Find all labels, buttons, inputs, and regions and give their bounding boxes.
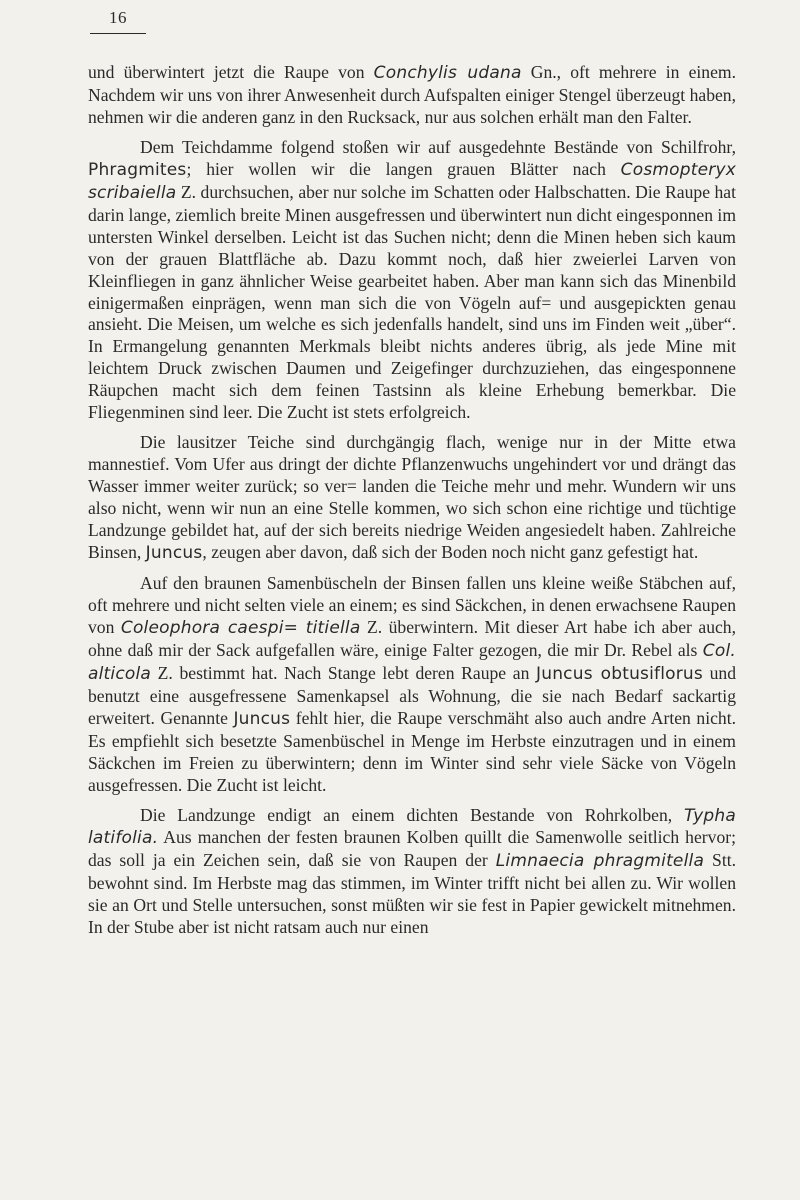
page-number: 16: [109, 8, 127, 27]
paragraph: Die lausitzer Teiche sind durchgängig flach, wenige nur in der Mitte etwa mannestief. Vom Ufer aus dringt der dichte Pflanzenwuchs ungehindert vor und drängt das Wasser immer weiter zurück; so ver= landen die Teiche mehr und mehr. Wundern wir uns also nicht, wenn wir nun an eine Stelle kommen, wo sich schon eine richtige und tüchtige Landzunge gebildet hat, auf der sich bereits niedrige Weiden angesiedelt haben. Zahlreiche Binsen, Juncus, zeugen aber davon, daß sich der Boden noch nicht ganz gefestigt hat.: [88, 432, 736, 564]
genus-name: Juncus obtusiflorus: [536, 663, 703, 684]
scientific-name: Col. alticola: [88, 640, 736, 684]
scientific-name: Coleophora caespi= titiella: [120, 617, 361, 638]
paragraph: Dem Teichdamme folgend stoßen wir auf ausgedehnte Bestände von Schilfrohr, Phragmites; hier wollen wir die langen grauen Blätter nach Cosmopteryx scribaiella Z. durchsuchen, aber nur solche im Schatten oder Halbschatten. Die Raupe hat darin lange, ziemlich breite Minen ausgefressen und überwintert nun dicht eingesponnen im untersten Winkel derselben. Leicht ist das Suchen nicht; denn die Minen heben sich kaum von der grauen Blattfläche ab. Dazu kommt noch, daß hier zweierlei Larven von Kleinfliegen in ganz ähnlicher Weise gearbeitet haben. Aber man kann sich das Minenbild einigermaßen einprägen, wenn man sich die von Vögeln auf= und ausgepickten genau ansieht. Die Meisen, um welche es sich jedenfalls handelt, sind uns im Finden weit „über“. In Ermangelung genannten Merkmals bleibt nichts anderes übrig, als jede Mine mit leichtem Druck zwischen Daumen und Zeigefinger durchzuziehen, das eingesponnene Räupchen macht sich dem feinen Tastsinn als kleine Erhebung bemerkbar. Die Fliegenminen sind leer. Die Zucht ist stets erfolgreich.: [88, 136, 736, 423]
genus-name: Juncus: [145, 543, 203, 564]
scientific-name: Cosmopteryx scribaiella: [88, 159, 736, 203]
page-number-rule: [90, 33, 146, 34]
body-text: [88, 62, 736, 947]
genus-name: Juncus: [233, 708, 291, 729]
paragraph: Die Landzunge endigt an einem dichten Bestande von Rohrkolben, Typha latifolia. Aus manchen der festen braunen Kolben quillt die Samenwolle seitlich hervor; das soll ja ein Zeichen sein, daß sie von Raupen der Limnaecia phragmitella Stt. bewohnt sind. Im Herbste mag das stimmen, im Winter trifft nicht bei allen zu. Wir wollen sie an Ort und Stelle untersuchen, sonst müßten wir sie fest in Papier gewickelt mitnehmen. In der Stube aber ist nicht ratsam auch nur einen: [88, 804, 736, 938]
scientific-name: Conchylis udana: [373, 63, 522, 83]
paragraph: und überwintert jetzt die Raupe von Conchylis udana Gn., oft mehrere in einem. Nachdem wir uns von ihrer Anwesenheit durch Aufspalten einiger Stengel überzeugt haben, nehmen wir die anderen ganz in den Rucksack, nur aus solchen erhält man den Falter.: [88, 62, 736, 127]
genus-name: Phragmites: [88, 159, 187, 180]
paragraph: Auf den braunen Samenbüscheln der Binsen fallen uns kleine weiße Stäbchen auf, oft mehrere und nicht selten viele an einem; es sind Säckchen, in denen erwachsene Raupen von Coleophora caespi= titiella Z. überwintern. Mit dieser Art habe ich aber auch, ohne daß mir der Sack aufgefallen wäre, einige Falter gezogen, die mir Dr. Rebel als Col. alticola Z. bestimmt hat. Nach Stange lebt deren Raupe an Juncus obtusiflorus und benutzt eine ausgefressene Samenkapsel als Wohnung, die sie nach Bedarf sackartig erweitert. Genannte Juncus fehlt hier, die Raupe verschmäht also auch andre Arten nicht. Es empfiehlt sich besetzte Samenbüschel in Menge im Herbste einzutragen und in einem Säckchen im Freien zu überwintern; denn im Winter sind sehr viele Säcke von Vögeln ausgefressen. Die Zucht ist leicht.: [88, 572, 736, 795]
scientific-name: Typha latifolia.: [88, 805, 736, 849]
scientific-name: Limnaecia phragmitella: [495, 851, 705, 872]
